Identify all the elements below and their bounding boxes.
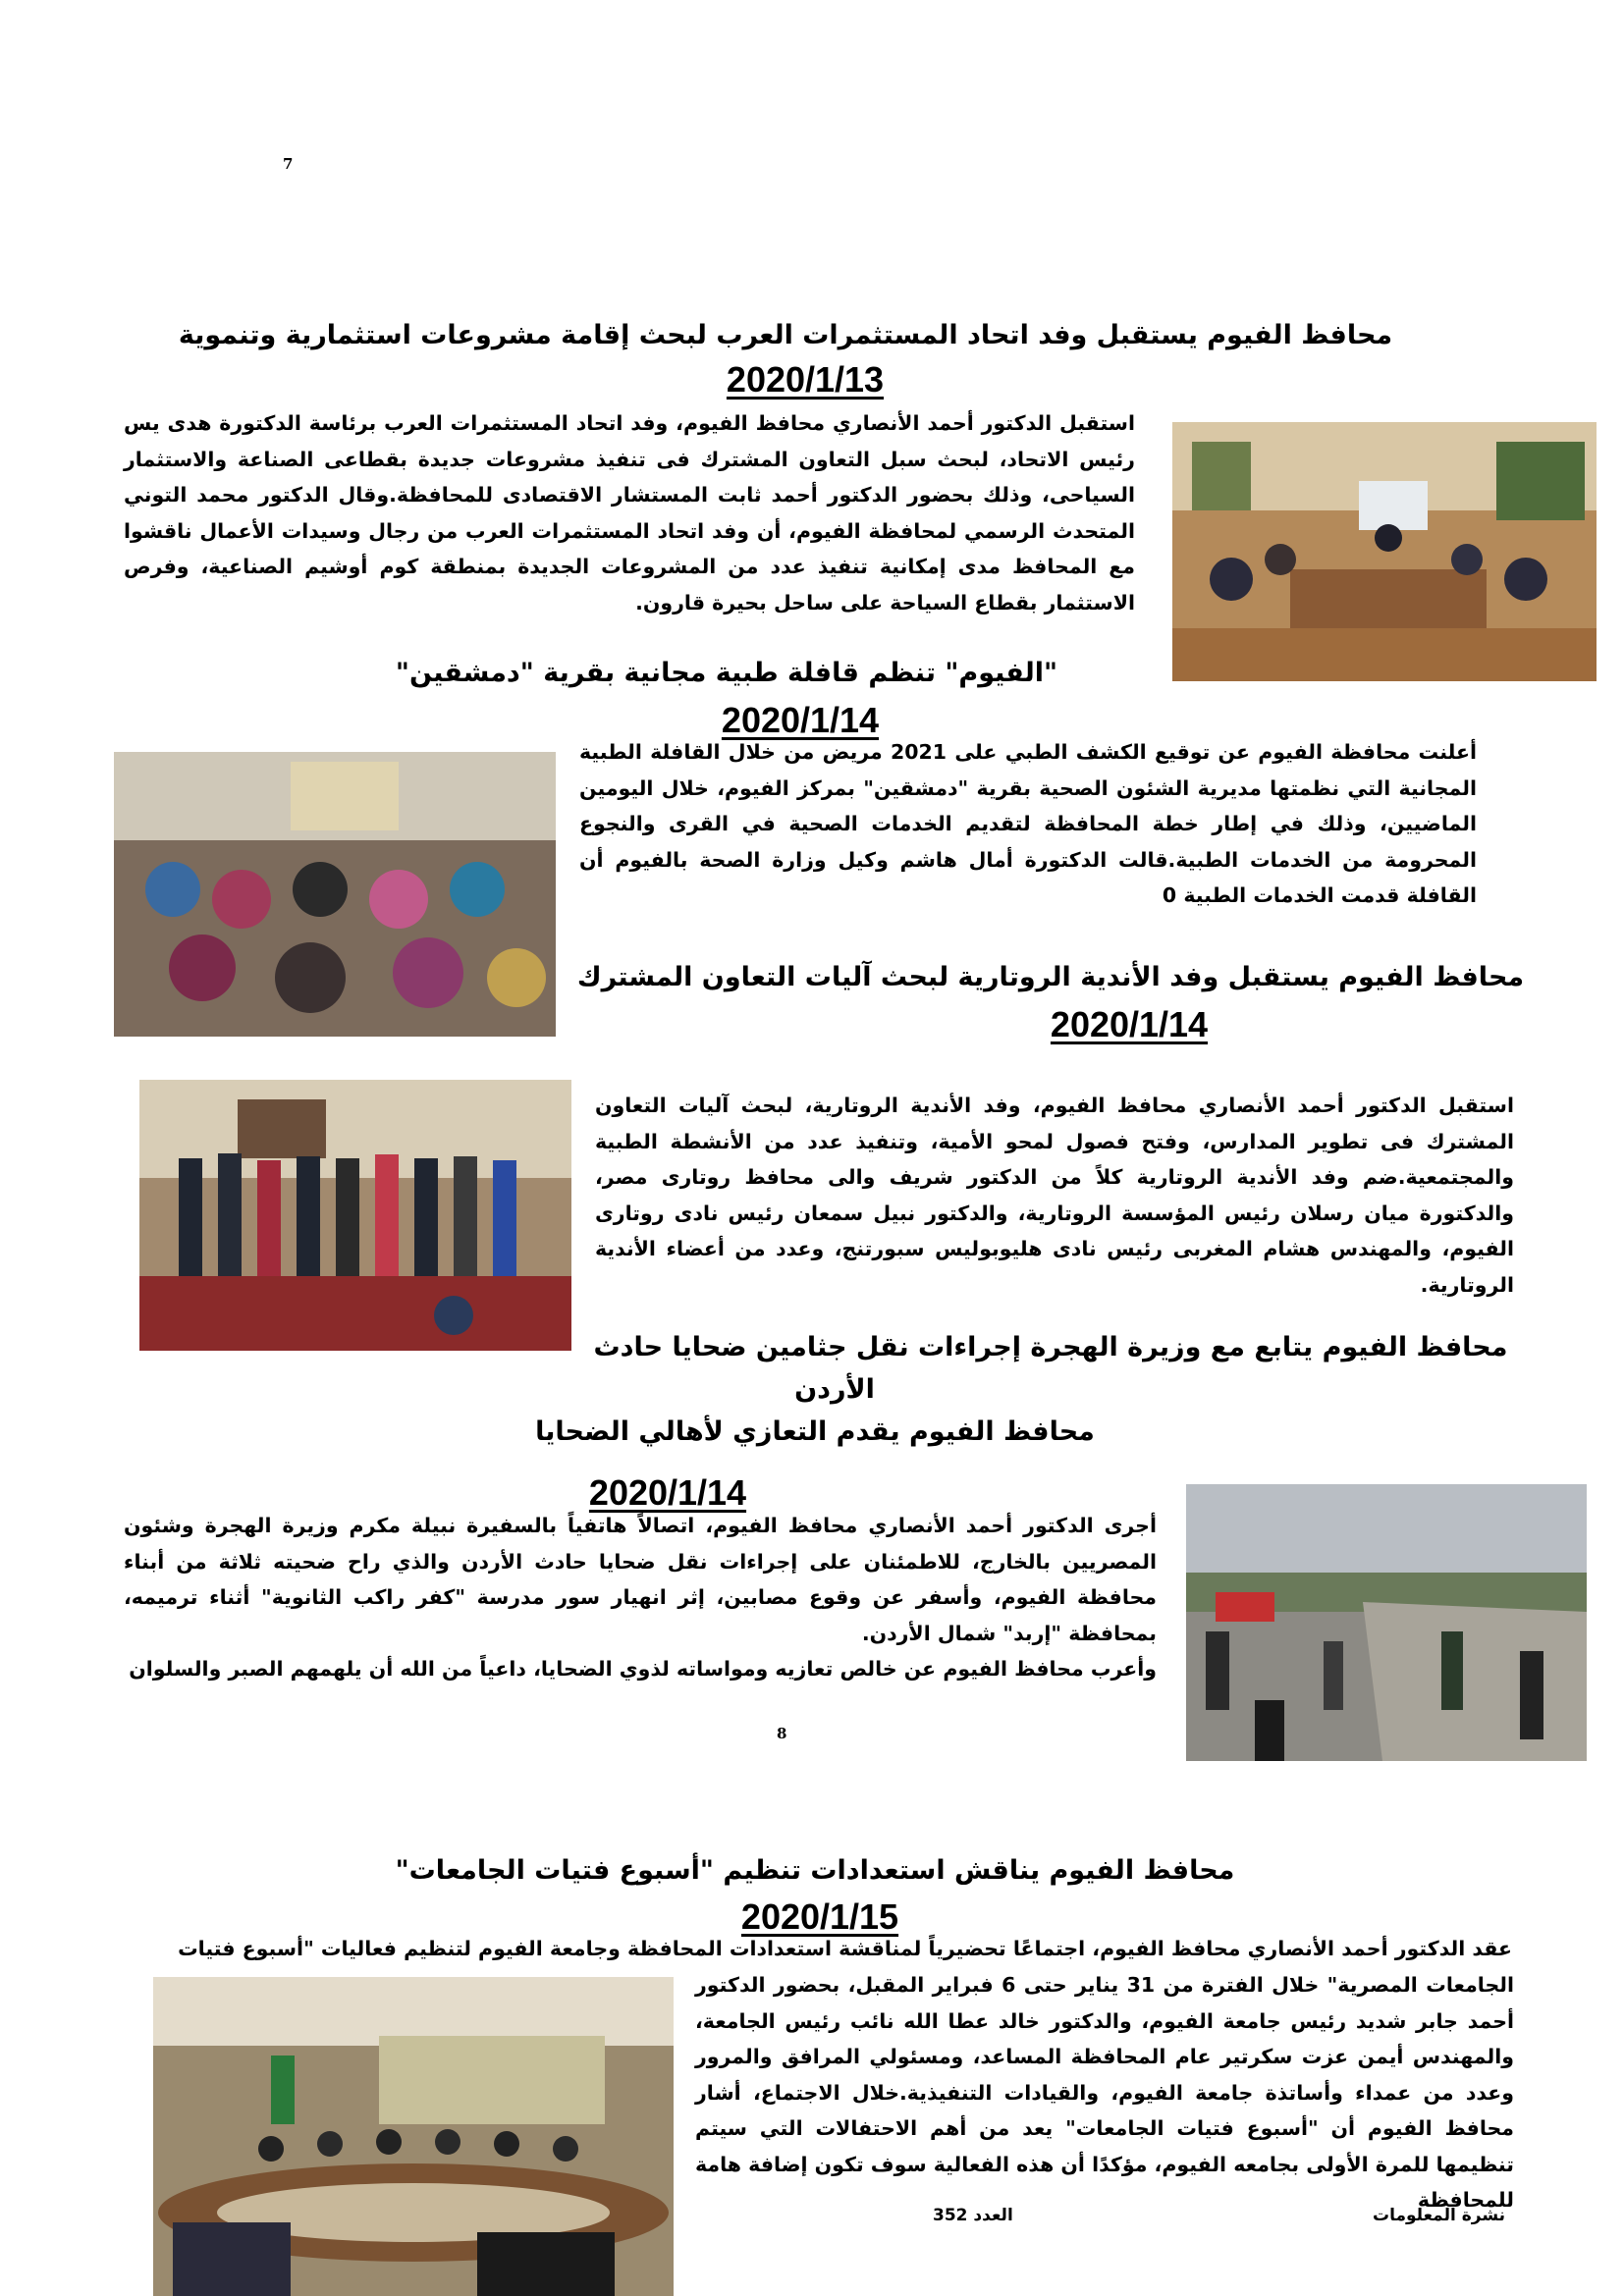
article-1-date: 2020/1/13	[726, 359, 885, 400]
article-1-body	[124, 405, 1135, 620]
article-5-body	[695, 1967, 1514, 2218]
article-3-date: 2020/1/14	[1050, 1004, 1209, 1044]
article-5-photo	[153, 1977, 674, 2296]
page-number-mid: 8	[777, 1725, 787, 1742]
article-2-text: أعلنت محافظة الفيوم عن توقيع الكشف الطبي على 2021 مريض من خلال القافلة الطبية المجانية التي نظمتها مديرية الشئون الصحية بقرية "دمشقين" بمركز الفيوم، خلال اليومين الماضيين، وذلك في إطار خطة المحافظة لتقديم الخدمات الصحية في القرى والنجوع المحرومة من الخدمات الطبية.قالت الدكتورة أمال هاشم وكيل وزارة الصحة بالفيوم أن القافلة قدمت الخدمات الطبية 0	[579, 740, 1477, 907]
article-3-body	[595, 1088, 1514, 1303]
article-5-headline: محافظ الفيوم يناقش استعدادات تنظيم "أسبوع فتيات الجامعات"	[395, 1855, 1235, 1886]
footer-issue: العدد 352	[933, 2206, 1013, 2225]
article-5-text-full: عقد الدكتور أحمد الأنصاري محافظ الفيوم، اجتماعًا تحضيرياً لمناقشة استعدادات المحافظة وجامعة الفيوم لتنظيم فعاليات "أسبوع فتيات	[178, 1937, 1512, 1960]
article-1-headline: محافظ الفيوم يستقبل وفد اتحاد المستثمرات العرب لبحث إقامة مشروعات استثمارية وتنموية	[178, 320, 1393, 350]
article-4-body2	[124, 1651, 1157, 1687]
article-1-text: استقبل الدكتور أحمد الأنصاري محافظ الفيوم، وفد اتحاد المستثمرات العرب برئاسة الدكتورة هدى يس رئيس الاتحاد، لبحث سبل التعاون المشترك فى تنفيذ مشروعات جديدة بقطاعى الصناعة والاستثمار السياحى، وذلك بحضور الدكتور أحمد ثابت المستشار الاقتصادى للمحافظة.وقال الدكتور محمد التوني المتحدث الرسمي لمحافظة الفيوم، أن وفد اتحاد المستثمرات العرب من رجال وسيدات الأعمال ناقشوا مع المحافظ مدى إمكانية تنفيذ عدد من المشروعات الجديدة بمنطقة كوم أوشيم الصناعية، وفرص الاستثمار بقطاع السياحة على ساحل بحيرة قارون.	[124, 411, 1135, 614]
article-4-headline-line1: محافظ الفيوم يتابع مع وزيرة الهجرة إجراءات نقل جثامين ضحايا حادث	[593, 1332, 1508, 1362]
article-5-body-full	[147, 1931, 1512, 1967]
article-4-photo	[1186, 1484, 1587, 1761]
page-number-top: 7	[283, 155, 294, 173]
article-4-text: أجرى الدكتور أحمد الأنصاري محافظ الفيوم، اتصالاً هاتفياً بالسفيرة نبيلة مكرم وزيرة الهجرة وشئون المصريين بالخارج، للاطمئنان على إجراءات نقل ضحايا حادث الأردن والذي راح ضحيته ثلاثة من أبناء محافظة الفيوم، وأسفر عن وقوع مصابين، إثر انهيار سور مدرسة "كفر راكب الثانوية" أثناء ترميمه، بمحافظة "إربد" شمال الأردن.	[124, 1514, 1157, 1645]
article-1-photo	[1172, 422, 1597, 681]
article-4-date: 2020/1/14	[588, 1472, 747, 1513]
footer-publication: نشرة المعلومات	[1373, 2206, 1506, 2225]
article-2-headline: "الفيوم" تنظم قافلة طبية مجانية بقرية "دمشقين"	[395, 658, 1058, 688]
article-2-body	[579, 734, 1477, 914]
article-3-headline: محافظ الفيوم يستقبل وفد الأندية الروتارية لبحث آليات التعاون المشترك	[576, 962, 1525, 992]
article-3-photo	[139, 1080, 571, 1351]
article-4-headline-line2: الأردن	[794, 1374, 875, 1405]
article-4-subheadline: محافظ الفيوم يقدم التعازي لأهالي الضحايا	[535, 1416, 1095, 1447]
article-5-text: الجامعات المصرية" خلال الفترة من 31 يناير حتى 6 فبراير المقبل، بحضور الدكتور أحمد جابر شديد رئيس جامعة الفيوم، والدكتور خالد عطا الله نائب رئيس الجامعة، والمهندس أيمن عزت سكرتير عام المحافظة المساعد، ومسئولي المرافق والمرور وعدد من عمداء وأساتذة جامعة الفيوم، والقيادات التنفيذية.خلال الاجتماع، أشار محافظ الفيوم أن "أسبوع فتيات الجامعات" يعد من أهم الاحتفالات التي سيتم تنظيمها للمرة الأولى بجامعه الفيوم، مؤكدًا أن هذه الفعالية سوف تكون إضافة هامة للمحافظة	[694, 1973, 1514, 2212]
article-4-text2: وأعرب محافظ الفيوم عن خالص تعازيه ومواساته لذوي الضحايا، داعياً من الله أن يلهمهم الصبر والسلوان	[129, 1657, 1157, 1681]
article-5-date: 2020/1/15	[740, 1896, 899, 1937]
article-4-body	[124, 1508, 1157, 1651]
article-2-photo	[114, 752, 556, 1037]
article-3-text: استقبل الدكتور أحمد الأنصاري محافظ الفيوم، وفد الأندية الروتارية، لبحث آليات التعاون المشترك فى تطوير المدارس، وفتح فصول لمحو الأمية، وتنفيذ عدد من الأنشطة الطبية والمجتمعية.ضم وفد الأندية الروتارية كلاً من الدكتور شريف والى محافظ روتارى مصر، والدكتورة ميان رسلان رئيس المؤسسة الروتارية، والدكتور نبيل سمعان رئيس نادى روتارى الفيوم، والمهندس هشام المغربى رئيس نادى هليوبوليس سبورتنج، وعدد من أعضاء الأندية الروتارية.	[595, 1094, 1514, 1297]
article-2-date: 2020/1/14	[721, 700, 880, 740]
